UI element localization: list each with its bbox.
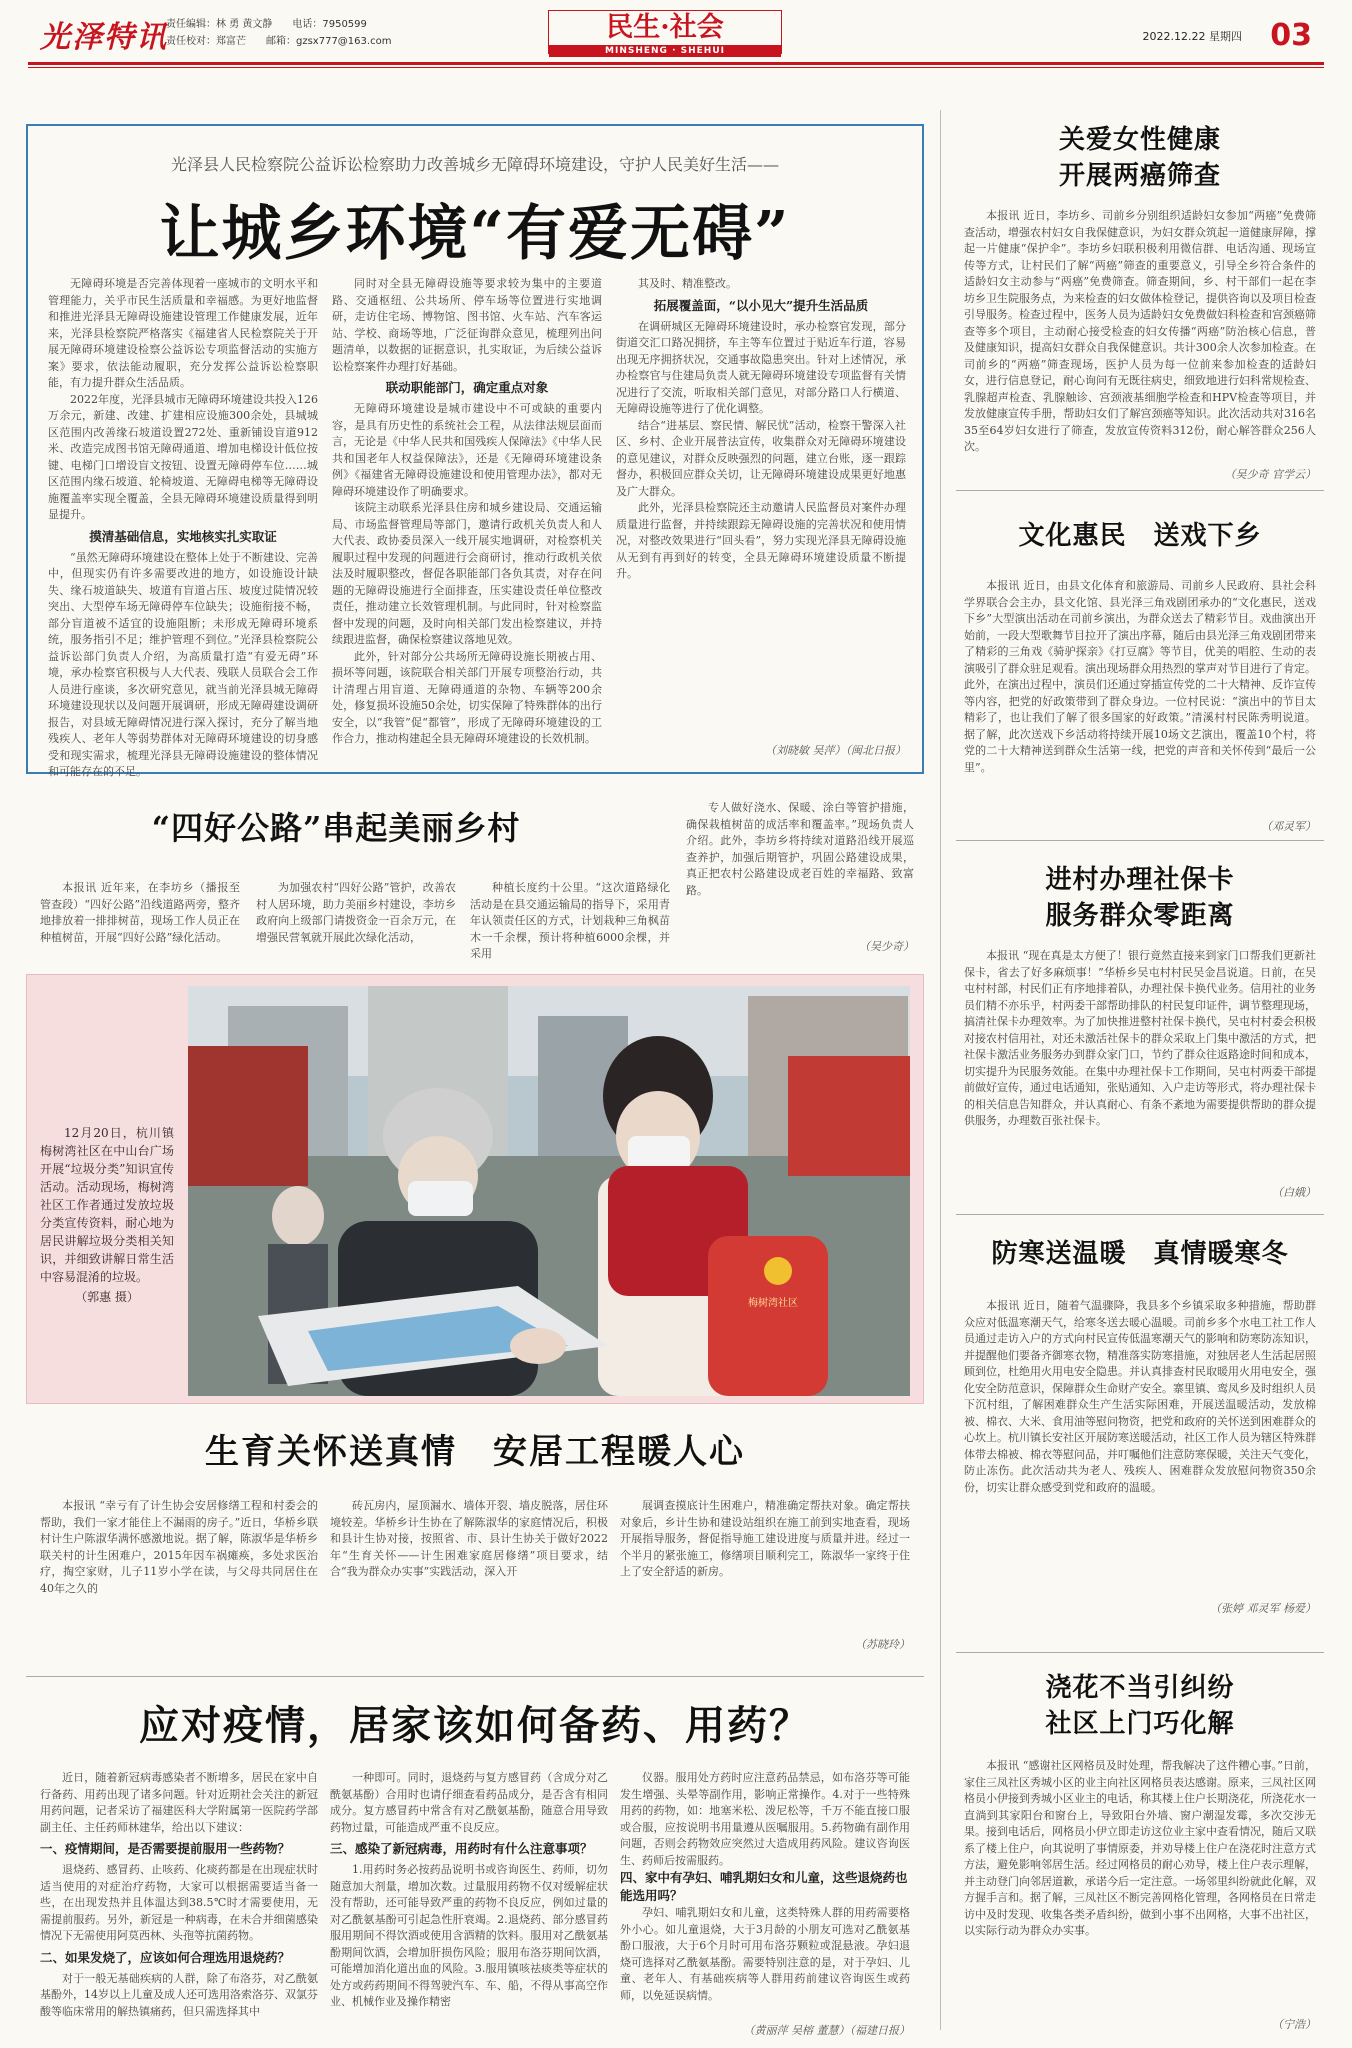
roads-column-1: 本报讯 近年来，在李坊乡（播报至管查段）“四好公路”沿线道路两旁，整齐地排放着一排排树苗，现场工作人员正在种植树苗，开展“四好公路”绿化活动。 xyxy=(40,881,240,944)
medicine-para: 仪器。服用处方药时应注意药品禁忌，如布洛芬等可能发生增强、头晕等副作用，影响正常操作。4.对于一些特殊用药的药物，如：地塞米松、泼尼松等，千万不能直接口服或合服，应按说明书用量遵从医嘱服用。5.药物确有副作用问题，否则会药物效应突然过大造成用药风险。建议咨询医生、药师后按需服药。 xyxy=(620,1771,910,1867)
lead-kicker: 光泽县人民检察院公益诉讼检察助力改善城乡无障碍环境建设，守护人民美好生活—— xyxy=(170,155,779,174)
side-divider xyxy=(956,840,1324,841)
lead-para: 2022年度，光泽县城市无障碍环境建设共投入126万余元，新建、改建、扩建相应设施300余处，县城城区范围内改善缘石坡道设置272处、重新铺设盲道912米、改造完成图书馆无障碍通道、增加电梯设计低位按键、电梯门口增设盲文按钮、设置无障碍停车位……城区范围内缘石坡道、轮椅坡道、无障碍电梯等无障碍设施覆盖率实现全覆盖，全县无障碍环境建设质量得到明显提升。 xyxy=(48,392,318,521)
event-photo xyxy=(188,986,910,1396)
photo-credit: （郭惠 摄） xyxy=(75,1290,139,1304)
roads-column-4: 专人做好浇水、保暖、涂白等管护措施，确保栽植树苗的成活率和覆盖率。”现场负责人介绍。此外，李坊乡将持续对道路沿线开展巡查养护，加强后期管护，巩固公路建设成果，真正把农村公路建设成老百姓的幸福路、致富路。 xyxy=(686,801,914,897)
lead-column-1 xyxy=(48,276,318,778)
header-rule xyxy=(28,62,1324,65)
lead-column-2 xyxy=(332,276,602,766)
lead-para: 此外，针对部分公共场所无障碍设施长期被占用、损坏等问题，该院联合相关部门开展专项整治行动，共计清理占用盲道、无障碍通道的杂物、车辆等200余处，修复损坏设施50余处，切实保障了特殊群体的出行安全，以“我管”促“都管”，形成了无障碍环境建设的工作合力，推动构建起全县无障碍环境建设的长效机制。 xyxy=(332,649,602,745)
lead-para: 无障碍环境建设是城市建设中不可或缺的重要内容，是具有历史性的系统社会工程，从法律法规层面而言，无论是《中华人民共和国残疾人保障法》《中华人民共和国老年人权益保障法》，还是《无障碍环境建设条例》《福建省无障碍设施建设和使用管理办法》，都对无障碍环境建设作了明确要求。 xyxy=(332,402,602,498)
side-credit-5: （宁浩） xyxy=(1272,2018,1316,2031)
lead-para: 无障碍环境是否完善体现着一座城市的文明水平和管理能力，关乎市民生活质量和幸福感。为更好地监督和推进光泽县无障碍设施建设管理工作健康发展，近年来，光泽县检察院严格落实《福建省人民检察院关于开展无障碍环境建设检察公益诉讼专项监督活动的实施方案》要求，依法能动履职，充分发挥公益诉讼检察职能，有力提升群众生活品质。 xyxy=(48,277,318,389)
vest-label: 梅树湾社区 xyxy=(748,1298,798,1309)
issue-date: 2022.12.22 星期四 xyxy=(1142,30,1242,43)
roads-headline: “四好公路”串起美丽乡村 xyxy=(151,809,521,847)
event-photo-illustration xyxy=(188,986,910,1396)
lead-headline: 让城乡环境“有爱无碍” xyxy=(159,199,791,269)
page-number: 03 xyxy=(1270,18,1312,53)
editor-line: 责任编辑：林 勇 黄文静 电话：7950599 xyxy=(166,19,367,30)
care-column-1: 本报讯 “幸亏有了计生协会安居修缮工程和村委会的帮助，我们一家才能住上不漏雨的房子。”近日，华桥乡联村计生户陈淑华满怀感激地说。据了解，陈淑华是华桥乡联关村的计生困难户，2015年因车祸瘫痪，多处求医治疗，掏空家财，儿子11岁小学在读，与父母共同居住在40年之久的 xyxy=(40,1499,318,1595)
medicine-para: 1.用药时务必按药品说明书或咨询医生、药师，切勿随意加大剂量，增加次数。过量服用药物不仅对缓解症状没有帮助，还可能导致严重的药物不良反应，例如过量的对乙酰氨基酚可引起急性肝衰竭。2.退烧药、部分感冒药服用期间不得饮酒或使用含酒精的饮料。服用对乙酰氨基酚期间饮酒，会增加肝损伤风险；服用布洛芬期间饮酒，可能增加消化道出血的风险。3.服用镇咳祛痰类等症状的处方或药药期间不得驾驶汽车、车、船，不得从事高空作业、机械作业及操作精密 xyxy=(330,1863,608,2008)
care-headline: 生育关怀送真情 安居工程暖人心 xyxy=(205,1432,745,1472)
medicine-para: 近日，随着新冠病毒感染者不断增多，居民在家中自行备药、用药出现了诸多问题。针对近期社会关注的新冠用药问题，记者采访了福建医科大学附属第一医院药学部副主任、主任药师林建华，给出以下建议： xyxy=(40,1771,318,1834)
section-title-zh: 民生·社会 xyxy=(606,12,724,43)
lead-credit: （刘晓敏 吴萍）（闽北日报） xyxy=(765,744,906,757)
section-title xyxy=(548,10,782,54)
care-column-2: 砖瓦房内，屋顶漏水、墙体开裂、墙皮脱落，居住环境较差。华桥乡计生协在了解陈淑华的家庭情况后，积极和县计生协对接，按照省、市、县计生协关于做好2022年“生育关怀——计生困难家庭居修缮”项目要求，结合“我为群众办实事”实践活动，深入开 xyxy=(330,1499,608,1578)
lead-subhead-2: 联动职能部门，确定重点对象 xyxy=(385,380,549,395)
section-divider xyxy=(26,1676,924,1677)
lead-para: 结合“进基层、察民情、解民忧”活动，检察干警深入社区、乡村、企业开展普法宣传，收集群众对无障碍环境建设的意见建议，对群众反映强烈的问题，建立台账，逐一跟踪督办，积极回应群众关切，让无障碍环境建设成果更好地惠及广大群众。 xyxy=(616,418,906,498)
lead-para: “虽然无障碍环境建设在整体上处于不断建设、完善中，但现实仍有许多需要改进的地方，如设施设计缺失、缘石坡道缺失、坡道有盲道占压、坡度过陡情况较突出、大型停车场无障碍停车位缺失；设施衔接不畅，部分盲道被不适宜的设施阻断；未形成无障碍环境系统，服务指引不足；维护管理不到位。”光泽县检察院公益诉讼部门负责人介绍，为高质量打造“有爱无碍”环境，承办检察官积极与人大代表、残联人员联合会工作人员进行座谈，多次研究意见，就当前光泽县城无障碍环境建设现状以及问题开展调研，形成无障碍建设调研报告，对县域无障碍情况进行深入探讨，充分了解当地残疾人、老年人等弱势群体对无障碍环境建设的切身感受和现实需求，梳理光泽县无障碍设施建设的整体情况和可能存在的不足。 xyxy=(48,550,318,778)
medicine-column-2 xyxy=(330,1770,608,2040)
side-credit-3: （白娥） xyxy=(1272,1186,1316,1199)
roads-column-2: 为加强农村“四好公路”管护，改善农村人居环境，助力美丽乡村建设，李坊乡政府向上级部门请拨资金一百余万元，在增强民营氧就开展此次绿化活动， xyxy=(256,881,456,944)
medicine-question-1: 一、疫情期间，是否需要提前服用一些药物？ xyxy=(40,1841,291,1856)
medicine-headline: 应对疫情，居家该如何备药、用药？ xyxy=(139,1702,811,1749)
column-rule xyxy=(940,110,941,2030)
medicine-question-2: 二、如果发烧了，应该如何合理选用退烧药？ xyxy=(40,1949,291,1965)
lead-para: 在调研城区无障碍环境建设时，承办检察官发现，部分街道交汇口路况拥挤，车主等车位置过于贴近车行道，容易出现无序拥挤状况，交通事故隐患突出。针对上述情况，承办检察官与住建局负责人就无障碍环境建设专项监督有关情况进行了交流，听取相关部门意见，对部分路口人行横道、无障碍设施等进行了优化调整。 xyxy=(616,319,906,415)
side-body-5: 本报讯 “感谢社区网格员及时处理，帮我解决了这件糟心事。”日前，家住三凤社区秀城小区的业主向社区网格员表达感谢。原来，三凤社区网格员小伊接到秀城小区业主的电话，称其楼上住户长期浇花，所浇花水一直淌到其家阳台和窗台上，导致阳台外墙、窗户潮湿发霉，多次交涉无果。接到电话后，网格员小伊立即走访这位业主家中查看情况，随后又联系了楼上住户，向其说明了事情原委，并劝导楼上住户在浇花时注意方式方法，避免影响邻居生活。经过网格员的耐心劝导，楼上住户表示理解，并主动登门向邻居道歉，承诺今后一定注意。一场邻里纠纷就此化解，双方握手言和。据了解，三凤社区不断完善网格化管理，各网格员在日常走访中及时发现、收集各类矛盾纠纷，做到小事不出网格，大事不出社区，以实际行动为群众办实事。 xyxy=(964,1759,1316,1937)
masthead-logo: 光泽特讯 xyxy=(40,20,168,55)
section-title-en: MINSHENG · SHEHUI xyxy=(549,45,781,57)
side-divider xyxy=(956,490,1324,491)
lead-para: 此外，光泽县检察院还主动邀请人民监督员对案件办理质量进行监督，并持续跟踪无障碍设施的完善状况和使用情况，对整改效果进行“回头看”，努力实现光泽县无障碍设施从无到有再到好的转变，全县无障碍环境建设质量不断提升。 xyxy=(616,501,906,580)
side-credit-1: （吴少奇 官学云） xyxy=(1224,468,1316,481)
lead-subhead-3: 拓展覆盖面，“以小见大”提升生活品质 xyxy=(653,297,869,313)
care-credit: （苏晓玲） xyxy=(855,1638,910,1651)
side-headline-5: 浇花不当引纠纷 社区上门巧化解 xyxy=(1045,1673,1235,1739)
medicine-credit: （黄丽萍 吴榕 董慧）（福建日报） xyxy=(743,2024,910,2037)
roads-credit: （吴少奇） xyxy=(859,940,914,953)
side-credit-2: （邓灵军） xyxy=(1261,820,1316,833)
photo-caption: 12月20日，杭川镇梅树湾社区在中山台广场开展“垃圾分类”知识宣传活动。活动现场，梅树湾社区工作者通过发放垃圾分类宣传资料，耐心地为居民讲解垃圾分类相关知识，并细致讲解日常生活中容易混淆的垃圾。 xyxy=(40,1126,174,1284)
roads-column-3: 种植长度约十公里。“这次道路绿化活动是在县交通运输局的指导下，采用青年认领责任区的方式，计划栽种三角枫苗木一千余棵，预计将种植6000余棵，并采用 xyxy=(470,881,670,960)
medicine-question-4: 四、家中有孕妇、哺乳期妇女和儿童，这些退烧药也能选用吗？ xyxy=(620,1870,908,1903)
lead-para: 同时对全县无障碍设施等要求较为集中的主要道路、交通枢纽、公共场所、停车场等位置进行实地调研，走访住宅场、博物馆、图书馆、火车站、汽车客运站、学校、商场等地，广泛征询群众意见，梳理列出问题清单，以数据的证据意识，扎实取证，为后续公益诉讼检察案件办理打好基础。 xyxy=(332,277,602,373)
side-headline-2: 文化惠民 送戏下乡 xyxy=(1018,521,1262,551)
medicine-column-1 xyxy=(40,1770,318,2040)
proof-line: 责任校对：郑富芒 邮箱：gzsx777@163.com xyxy=(166,36,392,47)
side-body-1: 本报讯 近日，李坊乡、司前乡分别组织适龄妇女参加“两癌”免费筛查活动，增强农村妇女自我保健意识，为妇女群众筑起一道健康屏障，撑起一片健康“保护伞”。李坊乡妇联积极利用微信群、电话沟通、现场宣传等方式，让村民们了解“两癌”筛查的重要意义，引导全乡符合条件的适龄妇女主动参与“两癌”免费筛查。筛查期间，乡、村干部们一起在李坊乡卫生院服务点，为来检查的妇女做体检登记，提供咨询以及项目检查引导服务。检查过程中，医务人员为适龄妇女免费做妇科检查和宫颈癌筛查等多个项目，主动耐心接受检查的妇女传播“两癌”防治核心信息，普及健康知识，提高妇女群众自我保健意识。共计300余人次参加检查。在司前乡的“两癌”筛查现场，医护人员为每一位前来参加检查的适龄妇女，进行信息登记，耐心询问有无既往病史，细致地进行妇科常规检查、乳腺超声检查、乳腺触诊、宫颈液基细胞学检查和HPV检查等项目，并发放健康宣传手册，帮助妇女们了解宫颈癌等知识。此次活动共对316名35至64岁妇女进行了筛查，发放宣传资料312份，耐心解答群众256人次。 xyxy=(964,209,1316,453)
side-body-4: 本报讯 近日，随着气温骤降，我县多个乡镇采取多种措施，帮助群众应对低温寒潮天气，给寒冬送去暖心温暖。司前乡多个水电工社工作人员通过走访入户的方式向村民宣传低温寒潮天气的影响和防寒防冻知识，并提醒他们要备齐御寒衣物，精准落实防寒措施，对独居老人生活起居照顾到位，杜绝用火用电安全隐患。并认真排查村民取暖用火用电安全，强化安全防范意识，保障群众生命财产安全。寨里镇、鸾凤乡及时组织人员下沉村组，了解困难群众生产生活实际困难，开展送温暖活动，发放棉被、棉衣、大米、食用油等慰问物资，把党和政府的关怀送到困难群众的心坎上。杭川镇长安社区开展防寒送暖活动，社区工作人员为辖区特殊群体带去棉被、棉衣等慰问品，并叮嘱他们注意防寒保暖，关注天气变化，防止冻伤。此次活动共为老人、残疾人、困难群众发放慰问物资350余份，切实让群众感受到党和政府的温暖。 xyxy=(964,1299,1316,1494)
lead-column-3 xyxy=(616,276,906,736)
header-rule-thin xyxy=(28,67,1324,68)
medicine-para: 对于一般无基础疾病的人群，除了布洛芬，对乙酰氨基酚外，14岁以上儿童及成人还可选用洛索洛芬、双氯芬酸等临床常用的解热镇痛药，但只需选择其中 xyxy=(40,1971,318,2018)
side-credit-4: （张婷 邓灵军 杨爱） xyxy=(1210,1602,1316,1615)
side-body-3: 本报讯 “现在真是太方便了！银行竟然直接来到家门口帮我们更新社保卡，省去了好多麻烦事！”华桥乡吴屯村村民吴金昌说道。日前，在吴屯村村部，村民们正有序地排着队，办理社保卡换代业务。信用社的业务员们精不亦乐乎，村两委干部帮助排队的村民复印证件，调节整理现场，搞清社保卡办理效率。为了加快推进整村社保卡换代，吴屯村村委会积极对接农村信用社，对还未激活社保卡的群众采取上门集中激活的方式，把社保卡激活业务服务办到群众家门口，节约了群众往返路途时间和成本，切实提升为民服务效能。在集中办理社保卡工作期间，吴屯村两委干部提前做好宣传，通过电话通知，张贴通知、入户走访等形式，将办理社保卡的相关信息告知群众，并认真耐心、有条不紊地为需要提供帮助的群众提供服务，办理数百张社保卡。 xyxy=(964,949,1316,1127)
side-divider xyxy=(956,1214,1324,1215)
medicine-para: 一种即可。同时，退烧药与复方感冒药（含成分对乙酰氨基酚）合用时也请仔细查看药品成分，是否含有相同成分。复方感冒药中常含有对乙酰氨基酚，随意合用导致药物过量，可能造成严重不良反应。 xyxy=(330,1771,608,1834)
care-column-3: 展调查摸底计生困难户，精准确定帮扶对象。确定帮扶对象后，乡计生协和建设站组织在施工前到实地查看，现场开展指导服务，督促指导施工建设进度与质量并进。经过一个半月的紧张施工，修缮项目顺利完工，陈淑华一家终于住上了安全舒适的新房。 xyxy=(620,1499,910,1578)
lead-para: 其及时、精准整改。 xyxy=(638,277,737,290)
side-divider xyxy=(956,1652,1324,1653)
medicine-para: 孕妇、哺乳期妇女和儿童，这类特殊人群的用药需要格外小心。如儿童退烧，大于3月龄的小朋友可选对乙酰氨基酚口服液，大于6个月时可用布洛芬颗粒或混悬液。孕妇退烧可选择对乙酰氨基酚。需要特别注意的是，对于孕妇、儿童、老年人、有基础疾病等人群用药前建议咨询医生或药师，以免延误病情。 xyxy=(620,1906,910,2002)
medicine-para: 退烧药、感冒药、止咳药、化痰药都是在出现症状时适当使用的对症治疗药物，大家可以根据需要适当备一些，在出现发热并且体温达到38.5℃时才需要使用，无需提前服药。另外，新冠是一种病毒，在未合并细菌感染情况下无需使用阿莫西林、头孢等抗菌药物。 xyxy=(40,1863,318,1942)
side-headline-3: 进村办理社保卡 服务群众零距离 xyxy=(1045,865,1235,931)
medicine-question-3: 三、感染了新冠病毒，用药时有什么注意事项？ xyxy=(330,1841,593,1856)
lead-para: 该院主动联系光泽县住房和城乡建设局、交通运输局、市场监督管理局等部门，邀请行政机关负责人和人大代表、政协委员深入一线开展实地调研，对检察机关履职过程中发现的问题进行会商研讨，推动行政机关依法及时履职整改，督促各职能部门各负其责，对存在问题的无障碍设施进行全面排查，压实建设责任单位整改责任，推动建立长效管理机制。与此同时，针对检察监督中发现的问题，及时向相关部门发出检察建议，并持续跟进监督，确保检察建议落地见效。 xyxy=(332,501,602,646)
editor-info xyxy=(166,16,466,50)
side-headline-4: 防寒送温暖 真情暖寒冬 xyxy=(991,1239,1289,1269)
side-headline-1: 关爱女性健康 开展两癌筛查 xyxy=(1058,125,1221,191)
side-body-2: 本报讯 近日，由县文化体育和旅游局、司前乡人民政府、县社会科学界联合会主办，县文化馆、县光泽三角戏剧团承办的“文化惠民，送戏下乡”大型演出活动在司前乡演出，为群众送去了精彩节目。戏曲演出开始前，一段大型歌舞节目拉开了演出序幕，随后由县光泽三角戏剧团带来了精彩的三角戏《骑驴探亲》《打豆腐》等节目，优美的唱腔、生动的表演吸引了群众驻足观看。演出现场群众用热烈的掌声对节目进行了肯定。此外，在演出过程中，演员们还通过穿插宣传党的二十大精神、反诈宣传等内容，把党的好政策带到了群众身边。一位村民说：“演出中的节目太精彩了，也让我们了解了很多国家的好政策。”清溪村村民陈秀明说道。据了解，此次送戏下乡活动将持续开展10场文艺演出，覆盖10个村，将党的二十大精神送到群众生活第一线，把党的声音和关怀传到“最后一公里”。 xyxy=(964,579,1316,774)
medicine-column-3 xyxy=(620,1770,910,2020)
lead-subhead-1: 摸清基础信息，实地核实扎实取证 xyxy=(89,528,277,544)
